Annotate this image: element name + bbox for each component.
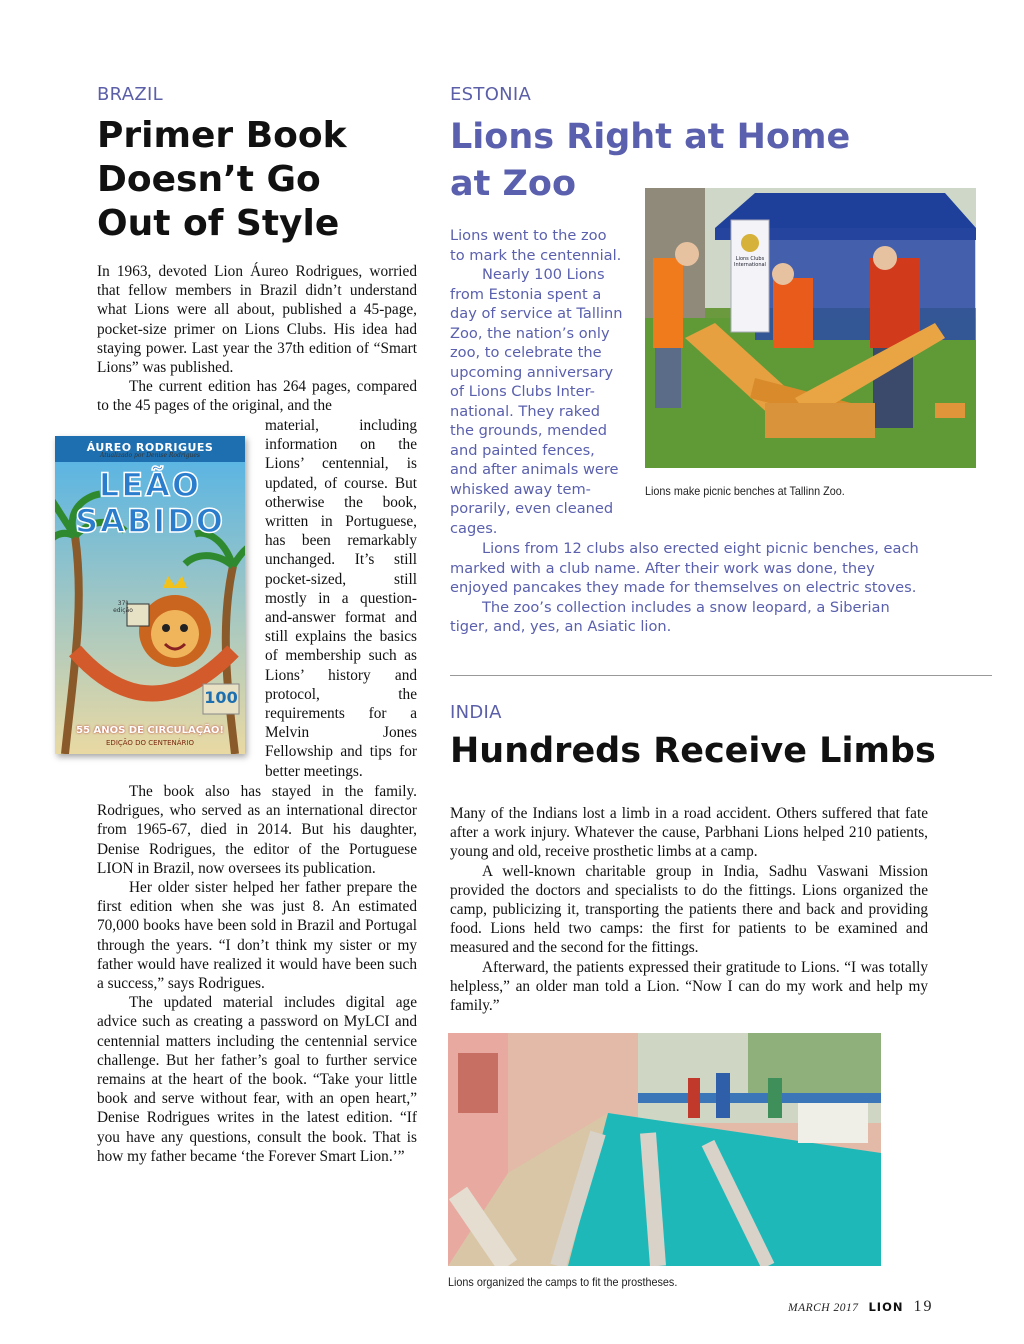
estonia-photo-caption: Lions make picnic benches at Tallinn Zoo. (645, 484, 845, 498)
estonia-section-kicker: ESTONIA (450, 84, 532, 105)
estonia-narrow-column (450, 226, 645, 538)
page-footer (788, 1298, 934, 1316)
estonia-headline-line-1: Lions Right at Home (450, 117, 851, 157)
india-photo (448, 1033, 881, 1266)
estonia-banner-text: Lions Clubs International (734, 256, 766, 268)
estonia-line: and after animals were (450, 461, 619, 478)
india-photo-scene (448, 1033, 881, 1266)
estonia-paragraph-3: The zoo’s collection includes a snow leopard, a Siberian tiger, and, yes, an Asiatic lion. (450, 598, 890, 635)
brazil-paragraph-2-wrap: material, including information on the Lions’ centennial, is updated, of course. But otherwise the book, written in Portuguese, has been remarkably unchanged. It’s still pocket-sized, still mostly in a question-and-answer format and still explains the basics of membership such as Lions’ history and protocol, the requirements for a Melvin Jones Fellowship and tips for better meetings. (265, 417, 417, 780)
book-cover-centennial: 100 (204, 688, 238, 707)
brazil-paragraph-3: The book also has stayed in the family. Rodrigues, who served as an international director from 1965-67, died in 2014. But his daughter, Denise Rodrigues, the editor of the Portuguese LION in Brazil, now oversees its publication. (97, 783, 417, 877)
estonia-line: Zoo, the nation’s only (450, 324, 610, 342)
india-paragraph-2: A well-known charitable group in India, Sadhu Vaswani Mission provided the doctors and specialists to do the fittings. Lions organized the camp, publicizing it, transporting the patients there and back and providing food. Lions held two camps: the first for patients to be examined and measured and the second for the fittings. (450, 862, 928, 957)
estonia-line: and painted fences, (450, 441, 595, 459)
estonia-line: national. They raked (450, 402, 600, 420)
india-paragraph-3: Afterward, the patients expressed their gratitude to Lions. “I was totally helpless,” an older man told a Lion. “Now I can do my work and help my family.” (450, 958, 928, 1015)
brazil-headline-line-1: Primer Book (97, 115, 347, 156)
india-body (450, 804, 928, 1015)
book-cover-image (55, 436, 245, 754)
estonia-photo (645, 188, 976, 468)
brazil-headline (97, 114, 427, 246)
india-photo-caption: Lions organized the camps to fit the prostheses. (448, 1275, 678, 1289)
brazil-body-wrap (265, 416, 417, 781)
brazil-intro-paragraph: In 1963, devoted Lion Áureo Rodrigues, worried that fellow members in Brazil didn’t understand what Lions were all about, published a 45-page, pocket-size primer on Lions Clubs. His idea had staying power. Last year the 37th edition of “Smart Lions” was published. (97, 263, 417, 377)
brazil-headline-line-3: Out of Style (97, 202, 340, 244)
brazil-paragraph-5: The updated material includes digital age advice such as creating a password on MyLCI and centennial matters including the centennial service challenge. But her father’s goal to further service remains at the heart of the book. “Take your little book and serve without fear, with an open heart,” Denise Rodrigues writes in the latest edition. “If you have any questions, consult the book. That is how my father became ‘the Forever Smart Lion.’” (97, 994, 417, 1165)
book-cover-title-1: LEÃO (98, 466, 202, 504)
estonia-line: of Lions Clubs Inter- (450, 383, 595, 400)
india-section-kicker: INDIA (450, 702, 502, 723)
estonia-line: zoo, to celebrate the (450, 344, 602, 361)
brazil-body-bottom (97, 782, 417, 1166)
brazil-headline-line-2: Doesn’t Go (97, 158, 321, 200)
india-paragraph-1: Many of the Indians lost a limb in a road accident. Others suffered that fate after a work injury. Whatever the cause, Parbhani Lions helped 210 patients, young and old, receive prosthetic limbs at a camp. (450, 805, 928, 861)
estonia-photo-scene (645, 188, 976, 468)
brazil-paragraph-4: Her older sister helped her father prepare the first edition when she was just 8. An estimated 70,000 books have been sold in Brazil and Portugal through the years. “I don’t think my sister or my father would have realized it would have been such a success,” says Rodrigues. (97, 879, 417, 993)
brazil-paragraph-2-start: The current edition has 264 pages, compared to the 45 pages of the original, and the (97, 378, 417, 415)
estonia-line: the grounds, mended (450, 422, 608, 439)
footer-page-number: 19 (913, 1298, 934, 1315)
brazil-body-top (97, 262, 417, 416)
estonia-line: porarily, even cleaned (450, 500, 614, 517)
india-headline: Hundreds Receive Limbs (450, 731, 936, 771)
estonia-line: upcoming anniversary (450, 363, 614, 381)
estonia-line: to mark the centennial. (450, 246, 622, 264)
estonia-wide-column (450, 539, 920, 637)
estonia-line: cages. (450, 519, 498, 537)
estonia-line: Nearly 100 Lions (482, 266, 605, 283)
brazil-section-kicker: BRAZIL (97, 84, 163, 105)
estonia-line: whisked away tem- (450, 480, 591, 498)
estonia-paragraph-2: Lions from 12 clubs also erected eight picnic benches, each marked with a club name. After their work was done, they enjoyed pancakes they made for themselves on electric stoves. (450, 540, 919, 596)
footer-date: MARCH 2017 (788, 1302, 859, 1314)
book-cover-edition: EDIÇÃO DO CENTENÁRIO (106, 739, 194, 747)
book-cover-badge: 37ª edição (113, 600, 133, 614)
book-cover-subtitle: Atualizado por Denise Rodrigues (99, 452, 201, 459)
estonia-headline-line-2: at Zoo (450, 164, 577, 204)
section-divider (450, 675, 992, 676)
footer-brand: LION (868, 1300, 904, 1314)
book-cover-author: ÁUREO RODRIGUES (86, 441, 214, 454)
estonia-line: day of service at Tallinn (450, 305, 623, 322)
estonia-line: Lions went to the zoo (450, 227, 607, 244)
book-cover-tagline: 55 ANOS DE CIRCULAÇÃO! (76, 725, 224, 736)
book-cover-title-2: SABIDO (75, 502, 225, 540)
estonia-line: from Estonia spent a (450, 285, 602, 303)
